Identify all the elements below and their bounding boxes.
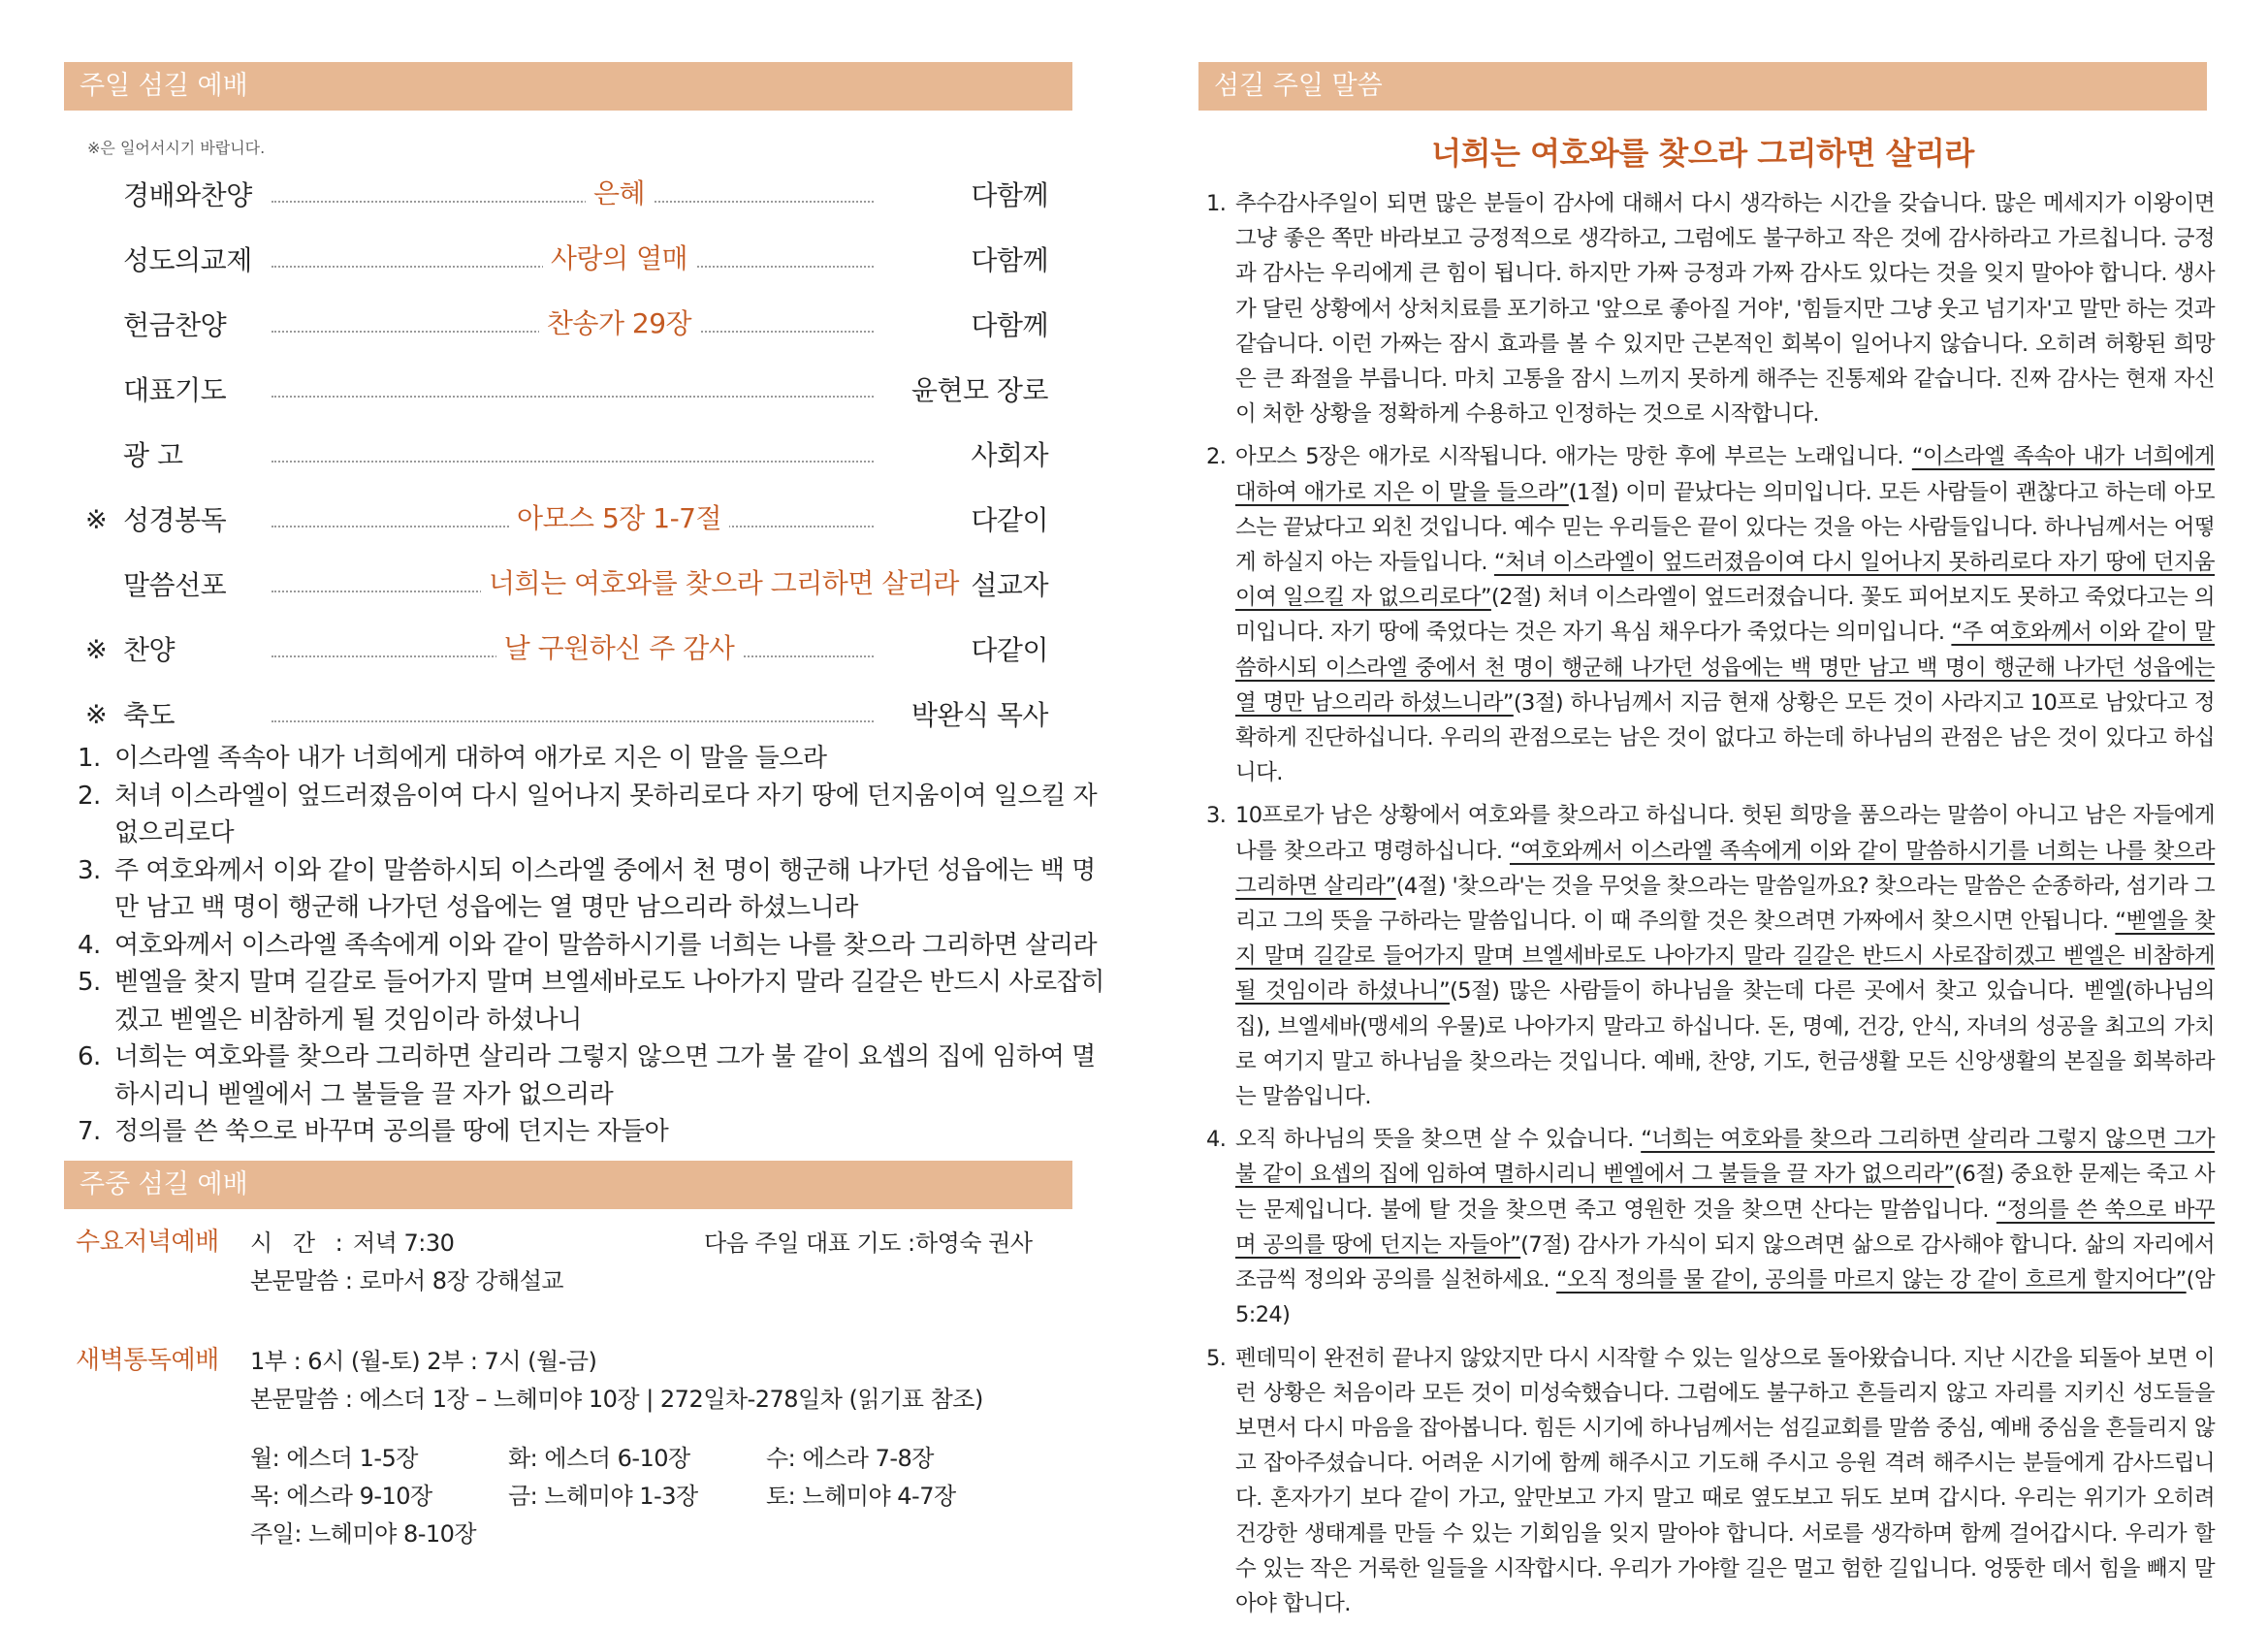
paragraph-segment: (3절) 하나님께서 지금 현재 상황은 모든 것이 사라지고 10프로 남았다고 정확하게 진단하십니다. 우리의 관점으로는 남은 것이 없다고 하는데 하나님의 관점은 남은 것이 있다고 하십니다. [1235, 689, 2215, 786]
order-row [64, 629, 1048, 672]
order-item-leader: 다함께 [971, 244, 1048, 276]
order-item-leader: 다같이 [971, 504, 1048, 536]
verse-text: 여호와께서 이스라엘 족속에게 이와 같이 말씀하시기를 너희는 나를 찾으라 그리하면 살리라 [114, 930, 1098, 960]
dotted-leader [272, 720, 874, 722]
verse-item [78, 1038, 1105, 1113]
verse-text: 주 여호와께서 이와 같이 말씀하시되 이스라엘 중에서 천 명이 행군해 나가던 성읍에는 백 명만 남고 백 명이 행군해 나가던 성읍에는 열 명만 남으리라 하셨느니라 [114, 855, 1096, 922]
reading-day: 목: 에스라 9-10장 [250, 1483, 432, 1510]
reading-day: 주일: 느헤미야 8-10장 [250, 1520, 477, 1548]
order-item-title-text: 은혜 [586, 177, 653, 209]
order-item-label: 성도의교제 [123, 244, 252, 276]
verse-text: 이스라엘 족속아 내가 너희에게 대하여 애가로 지은 이 말을 들으라 [114, 744, 827, 773]
order-item-title [481, 240, 757, 278]
order-item-leader: 사회자 [971, 439, 1048, 471]
order-item-label: 경배와찬양 [123, 179, 252, 211]
order-item-title [481, 564, 959, 603]
verse-item [78, 740, 1105, 778]
next-prayer-name: 하영숙 권사 [915, 1230, 1033, 1257]
paragraph-segment: 추수감사주일이 되면 많은 분들이 감사에 대해서 다시 생각하는 시간을 갖습니다. 많은 메세지가 이왕이면 그냥 좋은 쪽만 바라보고 긍정적으로 생각하고, 그럼에도 불구하고 작은 것에 감사하라고 가르칩니다. 긍정과 감사는 우리에게 큰 힘이 됩니다. 하지만 가짜 긍정과 가짜 감사도 있다는 것을 잊지 말아야 합니다. 생사가 달린 상황에서 상처치료를 포기하고 '앞으로 좋아질 거야', '힘들지만 그냥 웃고 넘기자'고 말만 하는 것과 같습니다. 이런 가짜는 잠시 효과를 볼 수 있지만 근본적인 회복이 일어나지 않습니다. 오히려 허황된 희망은 큰 좌절을 부릅니다. 마치 고통을 잠시 느끼지 못하게 해주는 진통제와 같습니다. 진짜 감사는 현재 자신이 처한 상황을 정확하게 수용하고 인정하는 것으로 시작합니다. [1235, 191, 2215, 428]
scripture-quote: “벧엘을 찾지 말며 길갈로 들어가지 말며 브엘세바로도 나아가지 말라 길갈은 반드시 사로잡히겠고 벧엘은 비참하게 될 것임이라 하셨나니” [1235, 909, 2215, 1005]
sunday-worship-header: 주일 섬길 예배 [64, 62, 1072, 111]
scripture-quote: “주 여호와께서 이와 같이 말씀하시되 이스라엘 중에서 천 명이 행군해 나가던 성읍에는 백 명만 남고 백 명이 행군해 나가던 성읍에는 열 명만 남으리라 하셨느니라” [1235, 620, 2215, 716]
order-item-title-text: 날 구원하신 주 감사 [496, 632, 743, 664]
paragraph-segment: (1절) 이미 끝났다는 의미입니다. 모든 사람들이 괜찮다고 하는데 아모스는 끝났다고 외친 것입니다. 예수 믿는 우리들은 끝이 있다는 것을 아는 사람들입니다. 하나님께서는 어떻게 하실지 아는 자들입니다. [1235, 479, 2216, 576]
sermon-title: 너희는 여호와를 찾으라 그리하면 살리라 [1431, 135, 1974, 172]
verse-number: 5. [78, 968, 101, 997]
verse-number: 4. [78, 930, 101, 960]
paragraph-number: 2. [1206, 444, 1227, 470]
order-row [64, 304, 1048, 347]
stand-mark: ※ [85, 700, 108, 730]
paragraph-segment: (4절) '찾으라'는 것을 무엇을 찾으라는 말씀일까요? 찾으라는 말씀은 순종하라, 섬기라 그리고 그의 뜻을 구하라는 말씀입니다. 이 때 주의할 것은 찾으려면 가짜에서 찾으시면 안됩니다. [1235, 873, 2216, 935]
reading-day: 화: 에스더 6-10장 [508, 1445, 690, 1472]
paragraph-number: 5. [1206, 1345, 1227, 1371]
sermon-paragraph [1206, 186, 2215, 431]
sermon-header: 섬길 주일 말씀 [1198, 62, 2207, 111]
order-item-label: 말씀선포 [123, 569, 227, 601]
wednesday-time-value: 저녁 7:30 [353, 1230, 455, 1257]
verse-item [78, 927, 1105, 965]
paragraph-segment: 아모스 5장은 애가로 시작됩니다. 애가는 망한 후에 부르는 노래입니다. [1235, 444, 1912, 470]
wednesday-service-title: 수요저녁예배 [76, 1228, 219, 1257]
reading-day: 월: 에스더 1-5장 [250, 1445, 418, 1472]
order-item-title [481, 629, 757, 668]
scripture-quote: “정의를 쓴 쑥으로 바꾸며 공의를 땅에 던지는 자들아” [1235, 1197, 2215, 1258]
verse-number: 2. [78, 781, 101, 811]
order-item-label: 성경봉독 [123, 504, 227, 536]
verse-number: 1. [78, 744, 101, 773]
order-row [64, 434, 1048, 477]
paragraph-segment: 오직 하나님의 뜻을 찾으면 살 수 있습니다. [1235, 1127, 1642, 1153]
order-item-leader: 박완식 목사 [910, 699, 1048, 731]
order-item-leader: 윤현모 장로 [910, 374, 1048, 406]
order-row [64, 499, 1048, 542]
scripture-quote: “너희는 여호와를 찾으라 그리하면 살리라 그렇지 않으면 그가 불 같이 요셉의 집에 임하여 멸하시리니 벧엘에서 그 불들을 끌 자가 없으리라” [1235, 1127, 2215, 1188]
verse-number: 3. [78, 855, 101, 885]
weekday-worship-header: 주중 섬길 예배 [64, 1161, 1072, 1209]
paragraph-segment: (2절) 처녀 이스라엘이 엎드러졌습니다. 꽃도 피어보지도 못하고 죽었다고는 의미입니다. 자기 땅에 죽었다는 것은 자기 욕심 채우다가 죽었다는 의미입니다. [1235, 585, 2215, 646]
sermon-body [1206, 186, 2215, 1629]
order-row [64, 175, 1048, 217]
reading-day: 수: 에스라 7-8장 [766, 1445, 934, 1472]
dawn-service-title: 새벽통독예배 [76, 1346, 219, 1375]
order-item-leader: 다함께 [971, 309, 1048, 341]
dawn-service-text: 본문말씀 : 에스더 1장 – 느헤미야 10장 | 272일차-278일차 (읽기표 참조) [250, 1386, 983, 1413]
verse-item [78, 778, 1105, 852]
paragraph-segment: (7절) 감사가 가식이 되지 않으려면 삶으로 감사해야 합니다. 삶의 자리에서 조금씩 정의와 공의를 실천하세요. [1235, 1231, 2215, 1294]
order-item-title [481, 175, 757, 213]
order-item-title-text: 찬송가 29장 [539, 307, 699, 339]
scripture-reading [78, 740, 1105, 1151]
sermon-paragraph [1206, 1341, 2215, 1622]
paragraph-text [1235, 1341, 2215, 1622]
order-item-leader: 다같이 [971, 634, 1048, 666]
paragraph-segment: (5절) 많은 사람들이 하나님을 찾는데 다른 곳에서 찾고 있습니다. 벧엘(하나님의 집), 브엘세바(맹세의 우물)로 나아가지 말라고 하십니다. 돈, 명예, 건강, 안식, 자녀의 성공을 최고의 가치로 여기지 말고 하나님을 찾으라는 것입니다. 예배, 찬양, 기도, 헌금생활 모든 신앙생활의 본질을 회복하라는 말씀입니다. [1235, 978, 2215, 1110]
order-item-leader: 다함께 [971, 179, 1048, 211]
wednesday-time-label: 시 간 : [250, 1230, 343, 1257]
order-item-label: 대표기도 [123, 374, 227, 406]
verse-text: 벧엘을 찾지 말며 길갈로 들어가지 말며 브엘세바로도 나아가지 말라 길갈은 반드시 사로잡히겠고 벧엘은 비참하게 될 것임이라 하셨나니 [114, 968, 1104, 1035]
stand-mark: ※ [85, 635, 108, 665]
sermon-paragraph [1206, 798, 2215, 1114]
sermon-paragraph [1206, 1122, 2215, 1332]
scripture-quote: “이스라엘 족속아 내가 너희에게 대하여 애가로 지은 이 말을 들으라” [1235, 444, 2216, 505]
verse-item [78, 852, 1105, 927]
order-item-label: 찬양 [123, 634, 176, 666]
order-item-leader: 설교자 [971, 569, 1048, 601]
order-item-label: 축도 [123, 699, 176, 731]
scripture-quote: “여호와께서 이스라엘 족속에게 이와 같이 말씀하시기를 너희는 나를 찾으라 그리하면 살리라” [1235, 838, 2215, 899]
scripture-quote: “처녀 이스라엘이 엎드러졌음이여 다시 일어나지 못하리로다 자기 땅에 던지움이여 일으킬 자 없으리로다” [1235, 550, 2216, 611]
order-item-title-text: 사랑의 열매 [543, 242, 695, 274]
order-row [64, 240, 1048, 282]
order-item-title-text: 너희는 여호와를 찾으라 그리하면 살리라 [481, 567, 967, 599]
verse-number: 7. [78, 1117, 101, 1146]
reading-day: 토: 느헤미야 4-7장 [766, 1483, 956, 1510]
order-item-title [481, 499, 757, 538]
order-item-label: 광 고 [123, 439, 183, 471]
dotted-leader [272, 396, 874, 398]
next-prayer-label: 다음 주일 대표 기도 : [704, 1230, 915, 1257]
paragraph-number: 1. [1206, 191, 1227, 216]
order-item-title [481, 304, 757, 343]
verse-text: 너희는 여호와를 찾으라 그리하면 살리라 그렇지 않으면 그가 불 같이 요셉의 집에 임하여 멸하시리니 벧엘에서 그 불들을 끌 자가 없으리라 [114, 1042, 1096, 1109]
verse-number: 6. [78, 1042, 101, 1071]
order-row [64, 564, 1048, 607]
order-item-label: 헌금찬양 [123, 309, 227, 341]
order-row [64, 694, 1048, 737]
paragraph-segment: (6절) 중요한 문제는 죽고 사는 문제입니다. 불에 탈 것을 찾으면 죽고 영원한 것을 찾으면 산다는 말씀입니다. [1235, 1162, 2215, 1223]
verse-text: 처녀 이스라엘이 엎드러졌음이여 다시 일어나지 못하리로다 자기 땅에 던지움이여 일으킬 자 없으리로다 [114, 781, 1098, 847]
paragraph-segment: 10프로가 남은 상황에서 여호와를 찾으라고 하십니다. 헛된 희망을 품으라는 말씀이 아니고 남은 자들에게 나를 찾으라고 명령하십니다. [1235, 803, 2215, 864]
verse-text: 정의를 쓴 쑥으로 바꾸며 공의를 땅에 던지는 자들아 [114, 1117, 669, 1146]
paragraph-text [1235, 186, 2215, 431]
paragraph-number: 3. [1206, 803, 1227, 829]
order-row [64, 369, 1048, 412]
verse-item [78, 1113, 1105, 1151]
paragraph-number: 4. [1206, 1127, 1227, 1153]
paragraph-segment: 펜데믹이 완전히 끝나지 않았지만 다시 시작할 수 있는 일상으로 돌아왔습니다. 지난 시간을 되돌아 보면 이런 상황은 처음이라 모든 것이 미성숙했습니다. 그럼에도 불구하고 흔들리지 않고 자리를 지키신 성도들을 보면서 다시 마음을 잡아봅니다. 힘든 시기에 하나님께서는 섬길교회를 말씀 중심, 예배 중심을 흔들리지 않고 잡아주셨습니다. 어려운 시기에 함께 해주시고 기도해 주시고 응원 격려 해주시는 분들에게 감사드립니다. 혼자가기 보다 같이 가고, 앞만보고 가지 말고 때로 옆도보고 뒤도 보며 갑시다. 우리는 위기가 오히려 건강한 생태계를 만들 수 있는 기회임을 잊지 말아야 합니다. 서로를 생각하며 함께 걸어갑시다. 우리가 할 수 있는 작은 거룩한 일들을 시작합시다. 우리가 가야할 길은 멀고 험한 길입니다. 엉뚱한 데서 힘을 빼지 말아야 합니다. [1235, 1345, 2215, 1616]
wednesday-text: 본문말씀 : 로마서 8장 강해설교 [250, 1267, 564, 1294]
scripture-quote: “오직 정의를 물 같이, 공의를 마르지 않는 강 같이 흐르게 할지어다” [1556, 1267, 2187, 1294]
reading-day: 금: 느헤미야 1-3장 [508, 1483, 698, 1510]
paragraph-text [1235, 1122, 2215, 1332]
paragraph-segment: (암 5:24) [1235, 1267, 2215, 1328]
paragraph-text [1235, 798, 2215, 1114]
paragraph-text [1235, 439, 2215, 790]
dawn-service-times: 1부 : 6시 (월-토) 2부 : 7시 (월-금) [250, 1348, 597, 1375]
sermon-paragraph [1206, 439, 2215, 790]
verse-item [78, 964, 1105, 1038]
stand-mark: ※ [85, 505, 108, 535]
dotted-leader [272, 461, 874, 463]
order-item-title-text: 아모스 5장 1-7절 [509, 502, 729, 534]
stand-note: ※은 일어서시기 바랍니다. [87, 139, 266, 157]
